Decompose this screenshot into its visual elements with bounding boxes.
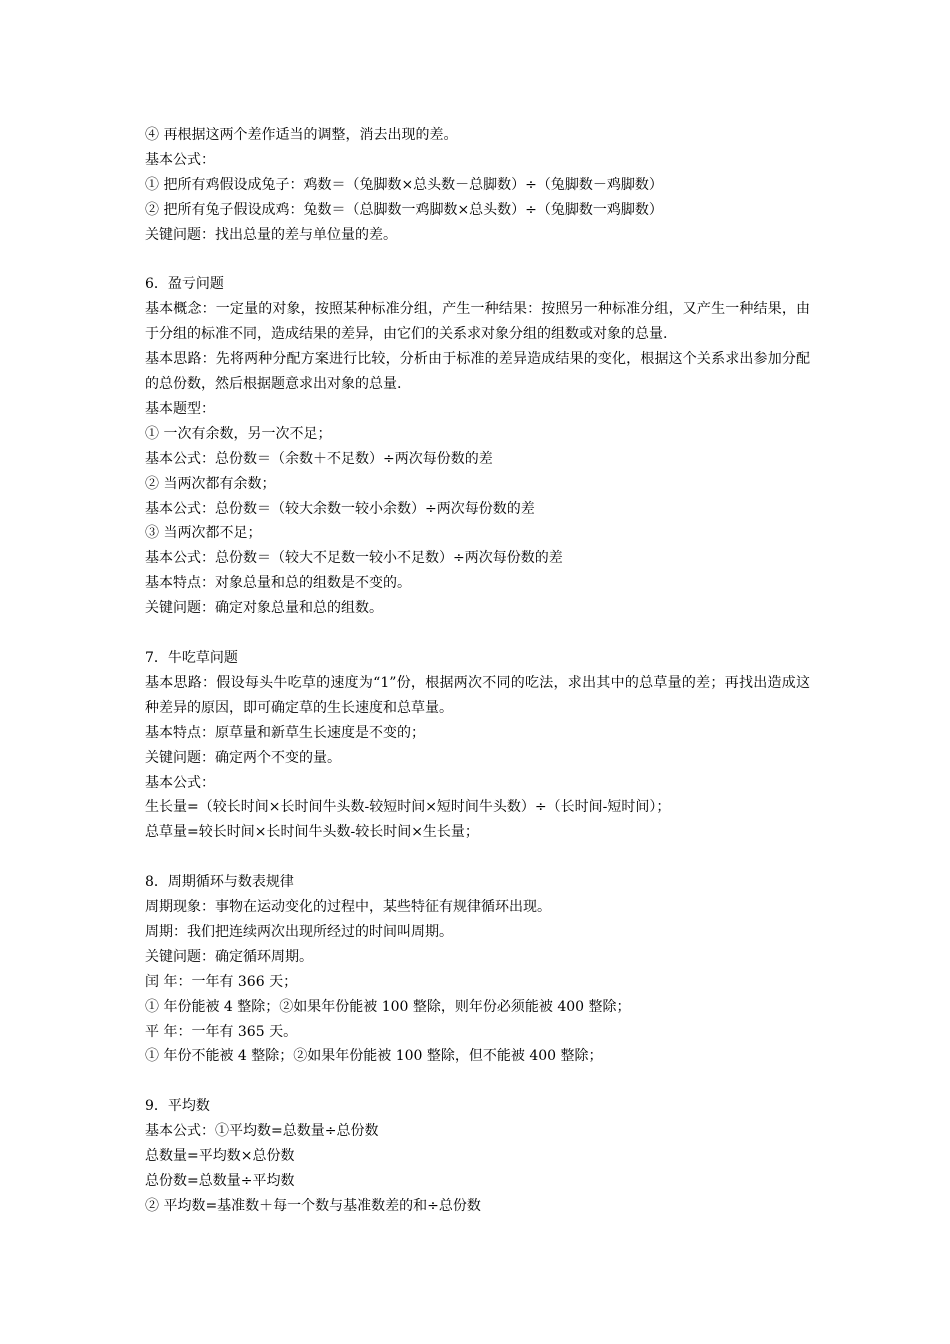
text-line: 总数量=平均数×总份数 <box>145 1148 295 1165</box>
paragraph-concept: 基本概念：一定量的对象，按照某种标准分组，产生一种结果：按照另一种标准分组，又产生一种结果，由于分组的标准不同，造成结果的差异，由它们的关系求对象分组的组数或对象的总量. <box>145 301 810 343</box>
section-title: 8．周期循环与数表规律 <box>145 874 294 891</box>
section-9 <box>145 1094 810 1219</box>
intro-block <box>145 123 810 248</box>
spacer <box>145 845 810 870</box>
text-line: 总草量=较长时间×长时间牛头数-较长时间×生长量； <box>145 824 479 841</box>
text-line: ① 一次有余数，另一次不足； <box>145 425 332 442</box>
text-line: ② 当两次都有余数； <box>145 475 276 492</box>
text-line: ④ 再根据这两个差作适当的调整，消去出现的差。 <box>145 127 458 143</box>
section-8 <box>145 870 810 1069</box>
spacer <box>145 621 810 646</box>
text-line: 周期现象：事物在运动变化的过程中，某些特征有规律循环出现。 <box>145 899 551 916</box>
text-line: 关键问题：确定循环周期。 <box>145 948 313 965</box>
text-line: 生长量=（较长时间×长时间牛头数-较短时间×短时间牛头数）÷（长时间-短时间）； <box>145 799 671 816</box>
text-line: 关键问题：确定两个不变的量。 <box>145 749 341 766</box>
text-line: 基本公式： <box>145 774 215 791</box>
text-line: ① 年份能被 4 整除；②如果年份能被 100 整除，则年份必须能被 400 整除； <box>145 998 631 1015</box>
text-line: 基本公式：总份数＝（较大余数一较小余数）÷两次每份数的差 <box>145 500 535 517</box>
text-line: 平 年：一年有 365 天。 <box>145 1023 298 1040</box>
section-title: 7．牛吃草问题 <box>145 650 238 666</box>
text-line: 总份数=总数量÷平均数 <box>145 1173 295 1189</box>
text-line: 基本公式：总份数＝（较大不足数一较小不足数）÷两次每份数的差 <box>145 550 563 567</box>
text-line: ③ 当两次都不足； <box>145 525 262 542</box>
text-line: ② 把所有兔子假设成鸡：兔数＝（总脚数一鸡脚数×总头数）÷（兔脚数一鸡脚数） <box>145 201 663 218</box>
text-line: ① 年份不能被 4 整除；②如果年份能被 100 整除，但不能被 400 整除； <box>145 1048 603 1065</box>
spacer <box>145 1069 810 1094</box>
text-line: 基本公式：①平均数=总数量÷总份数 <box>145 1123 379 1140</box>
section-6 <box>145 272 810 621</box>
section-7 <box>145 646 810 845</box>
text-line: 关键问题：找出总量的差与单位量的差。 <box>145 226 397 243</box>
document-page <box>145 123 810 1219</box>
text-line: 关键问题：确定对象总量和总的组数。 <box>145 600 383 617</box>
spacer <box>145 248 810 273</box>
section-title: 9．平均数 <box>145 1098 210 1115</box>
paragraph-idea: 基本思路：先将两种分配方案进行比较，分析由于标准的差异造成结果的变化，根据这个关系求出参加分配的总份数，然后根据题意求出对象的总量. <box>145 351 810 393</box>
text-line: ② 平均数=基准数＋每一个数与基准数差的和÷总份数 <box>145 1197 481 1214</box>
text-line: 基本特点：对象总量和总的组数是不变的。 <box>145 575 411 592</box>
paragraph-idea: 基本思路：假设每头牛吃草的速度为“1”份，根据两次不同的吃法，求出其中的总草量的差；再找出造成这种差异的原因，即可确定草的生长速度和总草量。 <box>145 674 810 716</box>
text-line: 基本公式： <box>145 151 215 168</box>
text-line: 基本公式：总份数＝（余数＋不足数）÷两次每份数的差 <box>145 450 493 467</box>
section-title: 6．盈亏问题 <box>145 276 224 293</box>
text-line: 基本特点：原草量和新草生长速度是不变的； <box>145 724 425 741</box>
text-line: 闰 年：一年有 366 天； <box>145 973 298 990</box>
text-line: ① 把所有鸡假设成兔子：鸡数＝（兔脚数×总头数－总脚数）÷（兔脚数－鸡脚数） <box>145 176 663 193</box>
text-line: 基本题型： <box>145 400 215 417</box>
text-line: 周期：我们把连续两次出现所经过的时间叫周期。 <box>145 923 453 940</box>
